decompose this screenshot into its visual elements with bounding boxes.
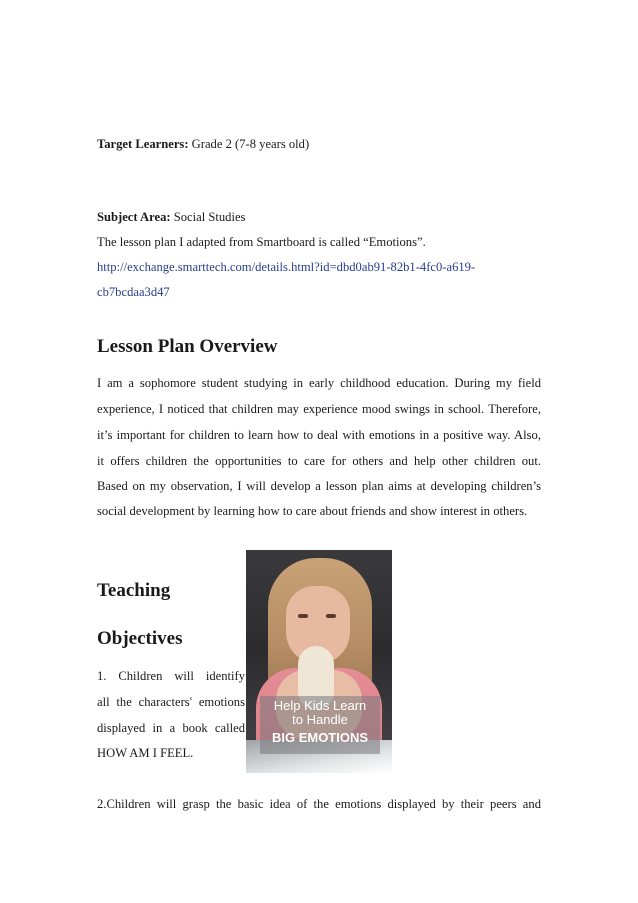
source-link-line2[interactable]: cb7bcdaa3d47 bbox=[97, 285, 170, 299]
overview-line: it offers children the opportunities to care for others and help other children out. bbox=[97, 454, 541, 468]
girl-eyes bbox=[298, 614, 338, 620]
objectives-heading-line2: Objectives bbox=[97, 628, 183, 649]
objective-1-line: HOW AM I FEEL. bbox=[97, 746, 194, 760]
overlay-line-1: Help Kids Learn bbox=[273, 698, 367, 713]
overview-heading: Lesson Plan Overview bbox=[97, 336, 278, 357]
overlay-line-2: to Handle bbox=[292, 712, 348, 727]
subject-area-line bbox=[97, 209, 245, 225]
overview-line: I am a sophomore student studying in early childhood education. During my field bbox=[97, 376, 541, 390]
objective-1-line: displayed in a book called bbox=[97, 721, 245, 735]
overview-line: it’s important for children to learn how to deal with emotions in a positive way. Also, bbox=[97, 428, 541, 442]
sponsored-label: sponsored bbox=[252, 762, 276, 768]
subject-area-value: Social Studies bbox=[170, 210, 246, 224]
objectives-heading-line1: Teaching bbox=[97, 580, 171, 601]
overview-line: Based on my observation, I will develop a lesson plan aims at developing children’s bbox=[97, 479, 541, 493]
overview-line: social development by learning how to care about friends and show interest in others. bbox=[97, 504, 528, 518]
adapted-text: The lesson plan I adapted from Smartboard is called “Emotions”. bbox=[97, 235, 426, 249]
subject-area-label: Subject Area: bbox=[97, 210, 171, 224]
source-link-line1[interactable]: http://exchange.smarttech.com/details.html?id=dbd0ab91-82b1-4fc0-a619- bbox=[97, 260, 476, 274]
objective-2-line: 2.Children will grasp the basic idea of the emotions displayed by their peers and bbox=[97, 797, 541, 811]
emotions-photo bbox=[246, 550, 392, 773]
objective-1-line: 1. Children will identify bbox=[97, 669, 245, 683]
target-learners-label: Target Learners: bbox=[97, 137, 189, 151]
overview-line: experience, I noticed that children may experience mood swings in school. Therefore, bbox=[97, 402, 541, 416]
overlay-text-top bbox=[264, 699, 376, 727]
target-learners-line bbox=[97, 136, 309, 152]
target-learners-value: Grade 2 (7-8 years old) bbox=[188, 137, 310, 151]
objective-1-line: all the characters' emotions bbox=[97, 695, 245, 709]
overlay-line-3: BIG EMOTIONS bbox=[271, 730, 369, 745]
